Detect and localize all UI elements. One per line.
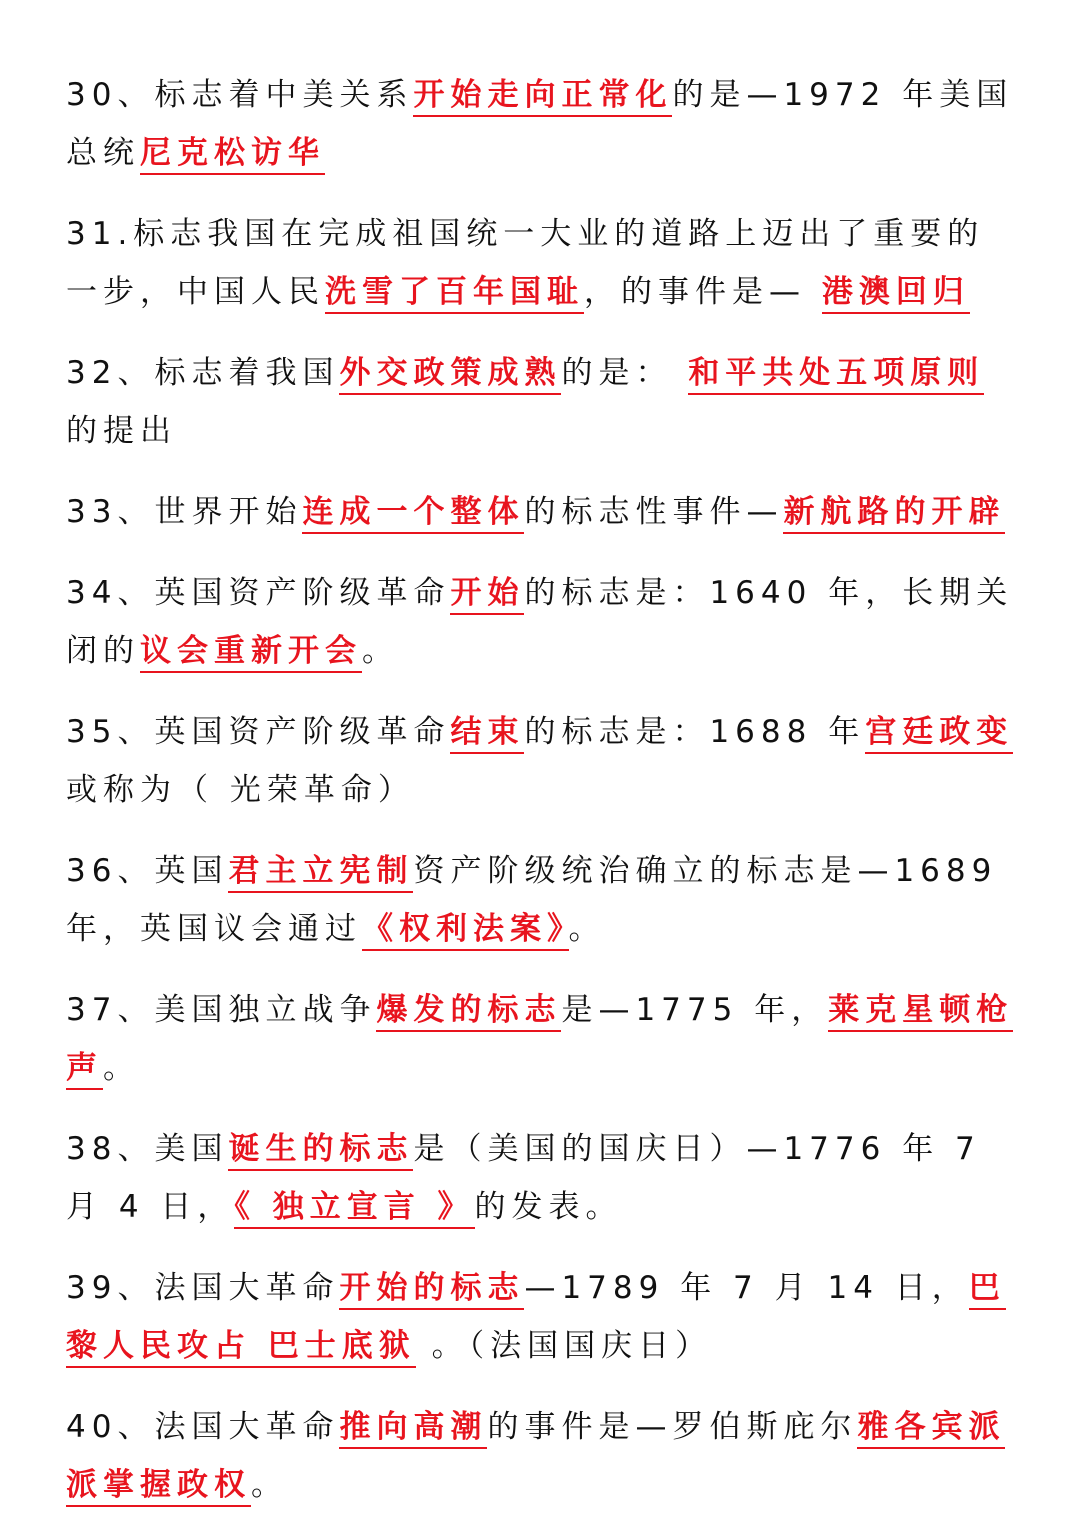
statement-text: 。: [103, 1050, 140, 1086]
answer-highlight: 外交政策成熟: [339, 355, 561, 395]
statement-text: 30、标志着中美关系: [66, 77, 414, 113]
statement-text: 的是—1972 年美国总统: [66, 77, 1014, 171]
answer-highlight: 爆发的标志: [376, 992, 561, 1032]
statement-text: 或称为（ 光荣革命）: [66, 772, 415, 808]
answer-highlight: 宫廷政变: [865, 714, 1013, 754]
answer-highlight: 港澳回归: [822, 274, 970, 314]
answer-highlight: 诞生的标志: [228, 1131, 413, 1171]
statement-text: 38、美国: [66, 1131, 229, 1167]
statement-item: [66, 66, 1020, 182]
answer-highlight: 君主立宪制: [228, 853, 413, 893]
statement-item: [66, 981, 1020, 1097]
answer-highlight: 雅各宾派派掌握政权: [66, 1409, 1005, 1507]
statement-text: 的是：: [561, 355, 689, 391]
statement-text: 的提出: [66, 413, 177, 449]
statement-text: 是（美国的国庆日）—1776 年 7 月 4 日，: [66, 1131, 981, 1225]
answer-highlight: 《 独立宣言 》: [234, 1189, 474, 1229]
answer-highlight: 尼克松访华: [140, 135, 325, 175]
statement-item: [66, 703, 1020, 819]
answer-highlight: 连成一个整体: [302, 494, 524, 534]
statement-text: 32、标志着我国: [66, 355, 340, 391]
statement-text: —1789 年 7 月 14 日，: [524, 1270, 969, 1306]
statement-item: [66, 1120, 1020, 1236]
statement-text: 34、英国资产阶级革命: [66, 575, 451, 611]
statement-text: 的标志是：1688 年: [524, 714, 866, 750]
statement-text: 的发表。: [474, 1189, 623, 1225]
statement-text: 的标志是：1640 年，长期关闭的: [66, 575, 1014, 669]
statement-item: [66, 842, 1020, 958]
statement-text: 39、法国大革命: [66, 1270, 340, 1306]
statement-text: 35、英国资产阶级革命: [66, 714, 451, 750]
answer-highlight: 巴黎人民攻占 巴士底狱: [66, 1270, 1006, 1368]
statement-item: [66, 205, 1020, 321]
statement-text: 的事件是—罗伯斯庇尔: [487, 1409, 858, 1445]
answer-highlight: 议会重新开会: [140, 633, 362, 673]
answer-highlight: 《权利法案》: [362, 911, 569, 951]
statement-item: [66, 564, 1020, 680]
statement-item: [66, 1259, 1020, 1375]
statement-text: 33、世界开始: [66, 494, 303, 530]
answer-highlight: 洗雪了百年国耻: [325, 274, 584, 314]
answer-highlight: 推向高潮: [339, 1409, 487, 1449]
statement-item: [66, 1398, 1020, 1514]
statement-text: 资产阶级统治确立的标志是—1689 年，英国议会通过: [66, 853, 998, 947]
answer-highlight: 开始的标志: [339, 1270, 524, 1310]
answer-highlight: 莱克星顿枪声: [66, 992, 1013, 1090]
answer-highlight: 开始: [450, 575, 524, 615]
statement-text: 是—1775 年，: [561, 992, 829, 1028]
statement-text: 。（法国国庆日）: [415, 1328, 713, 1364]
answer-highlight: 开始走向正常化: [413, 77, 672, 117]
statement-list: [66, 66, 1020, 1514]
statement-item: [66, 344, 1020, 460]
statement-text: 。: [568, 911, 606, 947]
statement-item: [66, 483, 1020, 541]
statement-text: 37、美国独立战争: [66, 992, 377, 1028]
statement-text: 。: [362, 633, 399, 669]
answer-highlight: 和平共处五项原则: [688, 355, 984, 395]
statement-text: ，的事件是—: [584, 274, 822, 310]
statement-text: 36、英国: [66, 853, 229, 889]
statement-text: 的标志性事件—: [524, 494, 784, 530]
answer-highlight: 新航路的开辟: [783, 494, 1005, 534]
statement-text: 。: [251, 1467, 288, 1503]
statement-text: 31.标志我国在完成祖国统一大业的道路上迈出了重要的一步，中国人民: [66, 216, 985, 310]
statement-text: 40、法国大革命: [66, 1409, 340, 1445]
answer-highlight: 结束: [450, 714, 524, 754]
